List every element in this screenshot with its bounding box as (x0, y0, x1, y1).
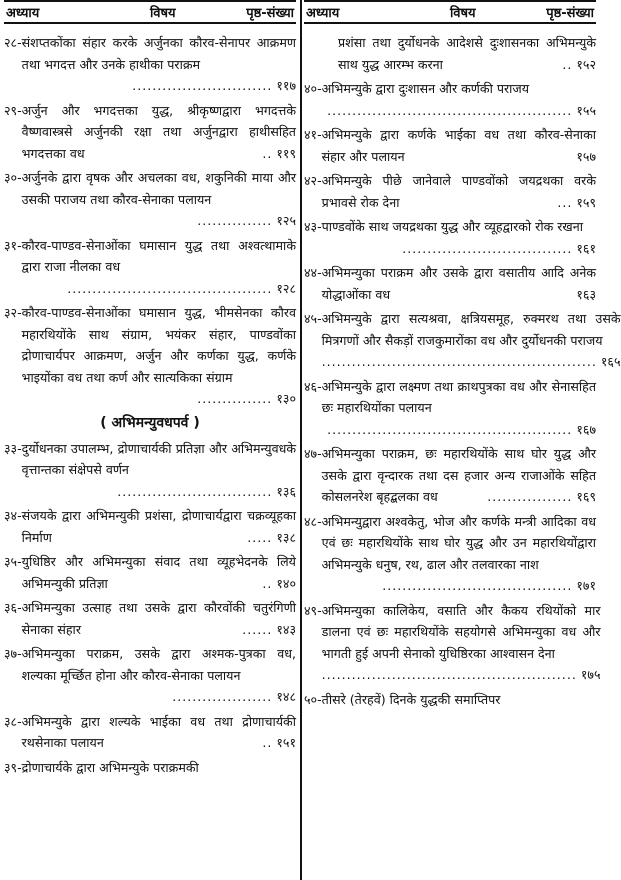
entry-number: २९- (4, 102, 22, 118)
left-entries-a (4, 24, 296, 410)
toc-entry (4, 235, 296, 300)
entry-text: अभिमन्युके द्वारा लक्ष्मण तथा क्राथपुत्रका वध और सेनासहित छः महारथियोंका पलायन (321, 378, 596, 415)
entry-text: अभिमन्युका पराक्रम और उसके द्वारा वसातीय आदि अनेक योद्धाओंका वध (321, 265, 596, 302)
entry-body (322, 308, 621, 373)
entry-body (22, 597, 296, 640)
entry-number: ४६- (304, 378, 322, 394)
entry-leader-dots: ...................................... (382, 578, 573, 593)
header-page-number: पृष्ठ-संख्या (246, 6, 294, 21)
toc-entry (304, 376, 596, 441)
toc-entry (4, 643, 296, 708)
entry-number: ३१- (4, 237, 22, 253)
entry-page (576, 284, 596, 306)
entry-page-number: १४३ (276, 621, 296, 637)
right-entries (304, 24, 621, 710)
entry-number: ४३- (304, 219, 322, 234)
entry-text: अभिमन्युका कालिकेय, वसाति और कैकय रथियोंको मार डालना एवं छः महारथियोंके सहयोगसे अभिमन्युका वध और भागती हुई अपनी सेनाको युधिष्ठिरका आश्वासन देना (321, 602, 601, 661)
entry-page (382, 575, 596, 597)
entry-page (262, 143, 296, 165)
entry-text: दुर्योधनका उपालम्भ, द्रोणाचार्यकी प्रतिज्ञा और अभिमन्युवधके वृत्तान्तका संक्षेपसे वर्णन (21, 440, 296, 477)
entry-page-number: १२५ (276, 213, 296, 228)
toc-entry (4, 100, 296, 165)
entry-text: अभिमन्युके द्वारा सत्यश्रवा, क्षत्रियसमूह, रुक्मरथ तथा उसके मित्रगणों और सैकड़ों राजकुमारोंका वध और दुर्योधनकी पराजय (321, 311, 621, 348)
entry-body (322, 78, 596, 121)
entry-number: ४५- (304, 311, 322, 326)
entry-page-number: १२८ (276, 280, 296, 296)
toc-entry (4, 505, 296, 548)
entry-number: ३६- (4, 600, 22, 615)
entry-leader-dots: ..... (247, 529, 273, 545)
toc-entry (4, 757, 296, 779)
entry-page (576, 146, 596, 168)
header-chapter: अध्याय (6, 6, 40, 21)
header-page-number: पृष्ठ-संख्या (546, 6, 594, 21)
entry-page (197, 388, 296, 410)
entry-leader-dots: .................... (172, 689, 273, 704)
entry-body (22, 505, 296, 548)
entry-text: प्रशंसा तथा दुर्योधनके आदेशसे दुःशासनका अभिमन्युके साथ युद्ध आरम्भ करना (338, 35, 596, 72)
entry-text: अभिमन्युके पीछे जानेवाले पाण्डवोंको जयद्रथका वरके प्रभावसे रोक देना (321, 173, 596, 210)
entry-number: ४४- (304, 265, 322, 280)
entry-page-number: १६१ (576, 240, 596, 256)
entry-page-number: १६९ (576, 489, 596, 504)
entry-body (22, 711, 296, 754)
entry-text: युधिष्ठिर और अभिमन्युका संवाद तथा व्यूहभेदनके लिये अभिमन्युकी प्रतिज्ञा (21, 554, 296, 591)
entry-page (172, 686, 296, 708)
entry-leader-dots: ............... (197, 391, 273, 406)
entry-page (197, 210, 296, 232)
entry-number: ४८- (304, 513, 322, 529)
entry-body (22, 235, 296, 300)
entry-page (487, 486, 596, 508)
entry-text: अभिमन्युके द्वारा शल्यके भाईका वध तथा द्रोणाचार्यकी रथसेनाका पलायन (21, 713, 296, 750)
entry-page (327, 100, 596, 122)
entry-text: अभिमन्युका उत्साह तथा उसके द्वारा कौरवोंकी चतुरंगिणी सेनाका संहार (21, 600, 296, 637)
entry-body (22, 32, 296, 97)
entry-text: तीसरे (तेरहवें) दिनके युद्धकी समाप्तिपर (321, 691, 501, 707)
entry-number: ३८- (4, 713, 22, 729)
column-divider (300, 0, 302, 880)
entry-body (322, 216, 596, 259)
entry-text: अर्जुन और भगदत्तका युद्ध, श्रीकृष्णद्वारा भगदत्तके वैष्णवास्त्रसे अर्जुनकी रक्षा तथा अर्जुनद्वारा हाथीसहित भगदत्तका वध (21, 102, 296, 161)
entry-leader-dots: ............................... (117, 483, 273, 499)
right-header (304, 0, 596, 24)
entry-text: अभिमन्युका पराक्रम, उसके द्वारा अश्मक-पुत्रका वध, शल्यका मूर्च्छित होना और कौरव-सेनाका पलायन (21, 646, 296, 683)
entry-number: ४१- (304, 127, 322, 142)
entry-body (22, 438, 296, 503)
toc-entry (304, 262, 596, 305)
entry-body (322, 376, 596, 441)
entry-body (22, 302, 296, 410)
entry-page-number: १३६ (276, 483, 296, 499)
left-column (4, 0, 296, 880)
entry-body (22, 757, 296, 779)
entry-number: ३२- (4, 305, 22, 320)
entry-leader-dots: ................................................. (327, 102, 573, 118)
entry-page: .. १५२ (562, 56, 596, 72)
toc-entry (304, 511, 596, 597)
entry-leader-dots: .. (262, 145, 273, 161)
header-chapter: अध्याय (306, 6, 340, 21)
entry-text: अभिमन्युका पराक्रम, छः महारथियोंके साथ घोर युद्ध और उसके द्वारा वृन्दारक तथा दस हजार अन्य राजाओंके सहित कोसलनरेश बृहद्बलका वध (321, 446, 596, 504)
entry-text: संजयके द्वारा अभिमन्युकी प्रशंसा, द्रोणाचार्यद्वारा चक्रव्यूहका निर्माण (21, 508, 296, 545)
entry-page-number: १४० (276, 575, 296, 591)
entry-number: ३३- (4, 440, 22, 456)
entry-page-number: १६३ (576, 286, 596, 302)
entry-leader-dots: .. (262, 735, 273, 750)
toc-entry (4, 302, 296, 410)
entry-page-number: १७५ (580, 667, 601, 682)
entry-leader-dots: .. (262, 575, 273, 591)
toc-entry (304, 308, 621, 373)
entry-page-number: १५१ (276, 735, 296, 750)
entry-leader-dots: ... (557, 194, 573, 210)
entry-number: ४९- (304, 602, 322, 618)
entry-number: ३७- (4, 646, 22, 661)
header-subject: विषय (449, 6, 476, 21)
entry-page (67, 278, 296, 300)
entry-page-number: १३० (276, 391, 296, 406)
entry-page (557, 192, 596, 214)
toc-entry (4, 438, 296, 503)
entry-number: ३५- (4, 554, 22, 569)
entry-text: कौरव-पाण्डव-सेनाओंका घमासान युद्ध, भीमसेनका कौरव महारथियोंके साथ संग्राम, भयंकर संहार, पाण्डवोंका द्रोणाचार्यपर आक्रमण, अर्जुन और कर्णका युद्ध, कर्णके भाइयोंका वध तथा कर्ण और सात्यकिका संग्राम (21, 305, 296, 385)
entry-text: कौरव-पाण्डव-सेनाओंका घमासान युद्ध तथा अश्वत्थामाके द्वारा राजा नीलका वध (21, 237, 296, 274)
entry-page (322, 351, 621, 373)
entry-leader-dots: ......................................... (67, 280, 273, 296)
header-subject: विषय (149, 6, 176, 21)
toc-entry (304, 216, 596, 259)
entry-body (322, 511, 596, 597)
toc-entry (4, 597, 296, 640)
entry-text: अर्जुनके द्वारा वृषक और अचलका वध, शकुनिकी माया और उसकी पराजय तथा कौरव-सेनाका पलायन (21, 170, 296, 207)
entry-page-number: १५९ (576, 194, 596, 210)
entry-text: पाण्डवोंके साथ जयद्रथका युद्ध और व्यूहद्वारको रोक रखना (321, 219, 583, 234)
entry-leader-dots: ................................................. (327, 421, 573, 437)
toc-entry (304, 78, 596, 121)
section-title: ( अभिमन्युवधपर्व ) (100, 414, 200, 431)
entry-page-number: ११७ (276, 78, 296, 93)
entry-leader-dots: ............................ (132, 78, 273, 93)
entry-leader-dots: ............... (197, 213, 273, 228)
entry-body (22, 167, 296, 232)
left-entries-b (4, 438, 296, 779)
entry-page (402, 238, 596, 260)
entry-page-number: १४८ (276, 689, 296, 704)
continuation-entry (304, 32, 596, 75)
entry-number: ३०- (4, 170, 22, 185)
entry-leader-dots: ................................................... (321, 667, 577, 682)
entry-body (322, 600, 601, 686)
toc-entry (4, 32, 296, 97)
entry-number: ३९- (4, 759, 22, 775)
entry-page (132, 75, 296, 97)
entry-page (327, 419, 596, 441)
entry-text: अभिमन्युके द्वारा दुःशासन और कर्णकी पराजय (321, 81, 530, 96)
toc-entry (304, 600, 601, 686)
entry-page (117, 481, 296, 503)
entry-number: ४७- (304, 446, 322, 461)
entry-page (262, 573, 296, 595)
entry-body (22, 643, 296, 708)
entry-page-number: १५७ (576, 148, 596, 164)
entry-leader-dots: ................. (487, 489, 573, 504)
entry-page-number: ११९ (276, 145, 296, 161)
entry-body (322, 689, 596, 711)
entry-number: ४०- (304, 81, 322, 96)
entry-text: अभिमन्युद्वारा अश्वकेतु, भोज और कर्णके मन्त्री आदिका वध एवं छः महारथियोंके साथ घोर युद्ध और उन महारथियोंद्वारा अभिमन्युके धनुष, रथ, ढाल और तलवारका नाश (321, 513, 596, 572)
entry-number: ३४- (4, 508, 22, 523)
toc-entry (4, 711, 296, 754)
entry-number: ४२- (304, 173, 322, 188)
right-entry-list (304, 78, 621, 710)
entry-text: द्रोणाचार्यके द्वारा अभिमन्युके पराक्रमकी (21, 759, 199, 775)
entry-number: ५०- (304, 691, 322, 707)
entry-page (242, 619, 296, 641)
entry-page-number: १७१ (576, 578, 596, 593)
toc-entry (4, 167, 296, 232)
entry-body (322, 124, 596, 167)
entry-body (22, 551, 296, 594)
entry-text: अभिमन्युके द्वारा कर्णके भाईका वध तथा कौरव-सेनाका संहार और पलायन (321, 127, 596, 164)
toc-entry (304, 443, 596, 508)
entry-body (322, 170, 596, 213)
toc-entry (304, 170, 596, 213)
entry-leader-dots: ...... (242, 621, 273, 637)
toc-entry (304, 689, 596, 711)
entry-body (22, 100, 296, 165)
right-column (304, 0, 621, 880)
entry-page-number: १६५ (600, 354, 621, 369)
toc-entry (304, 124, 596, 167)
left-header (4, 0, 296, 24)
entry-page-number: १५५ (576, 102, 596, 118)
entry-page (322, 664, 601, 686)
entry-text: संशप्तकोंका संहार करके अर्जुनका कौरव-सेनापर आक्रमण तथा भगदत्त और उनके हाथीका पराक्रम (21, 35, 296, 72)
entry-page-number: १६७ (576, 421, 596, 437)
entry-leader-dots: .................................. (402, 240, 573, 256)
entry-body (322, 262, 596, 305)
toc-entry (4, 551, 296, 594)
entry-body (322, 443, 596, 508)
entry-page (247, 527, 296, 549)
entry-number: २८- (4, 35, 22, 50)
entry-page (262, 732, 296, 754)
entry-leader-dots: ....................................................... (321, 354, 597, 369)
entry-page-number: १३८ (276, 529, 296, 545)
